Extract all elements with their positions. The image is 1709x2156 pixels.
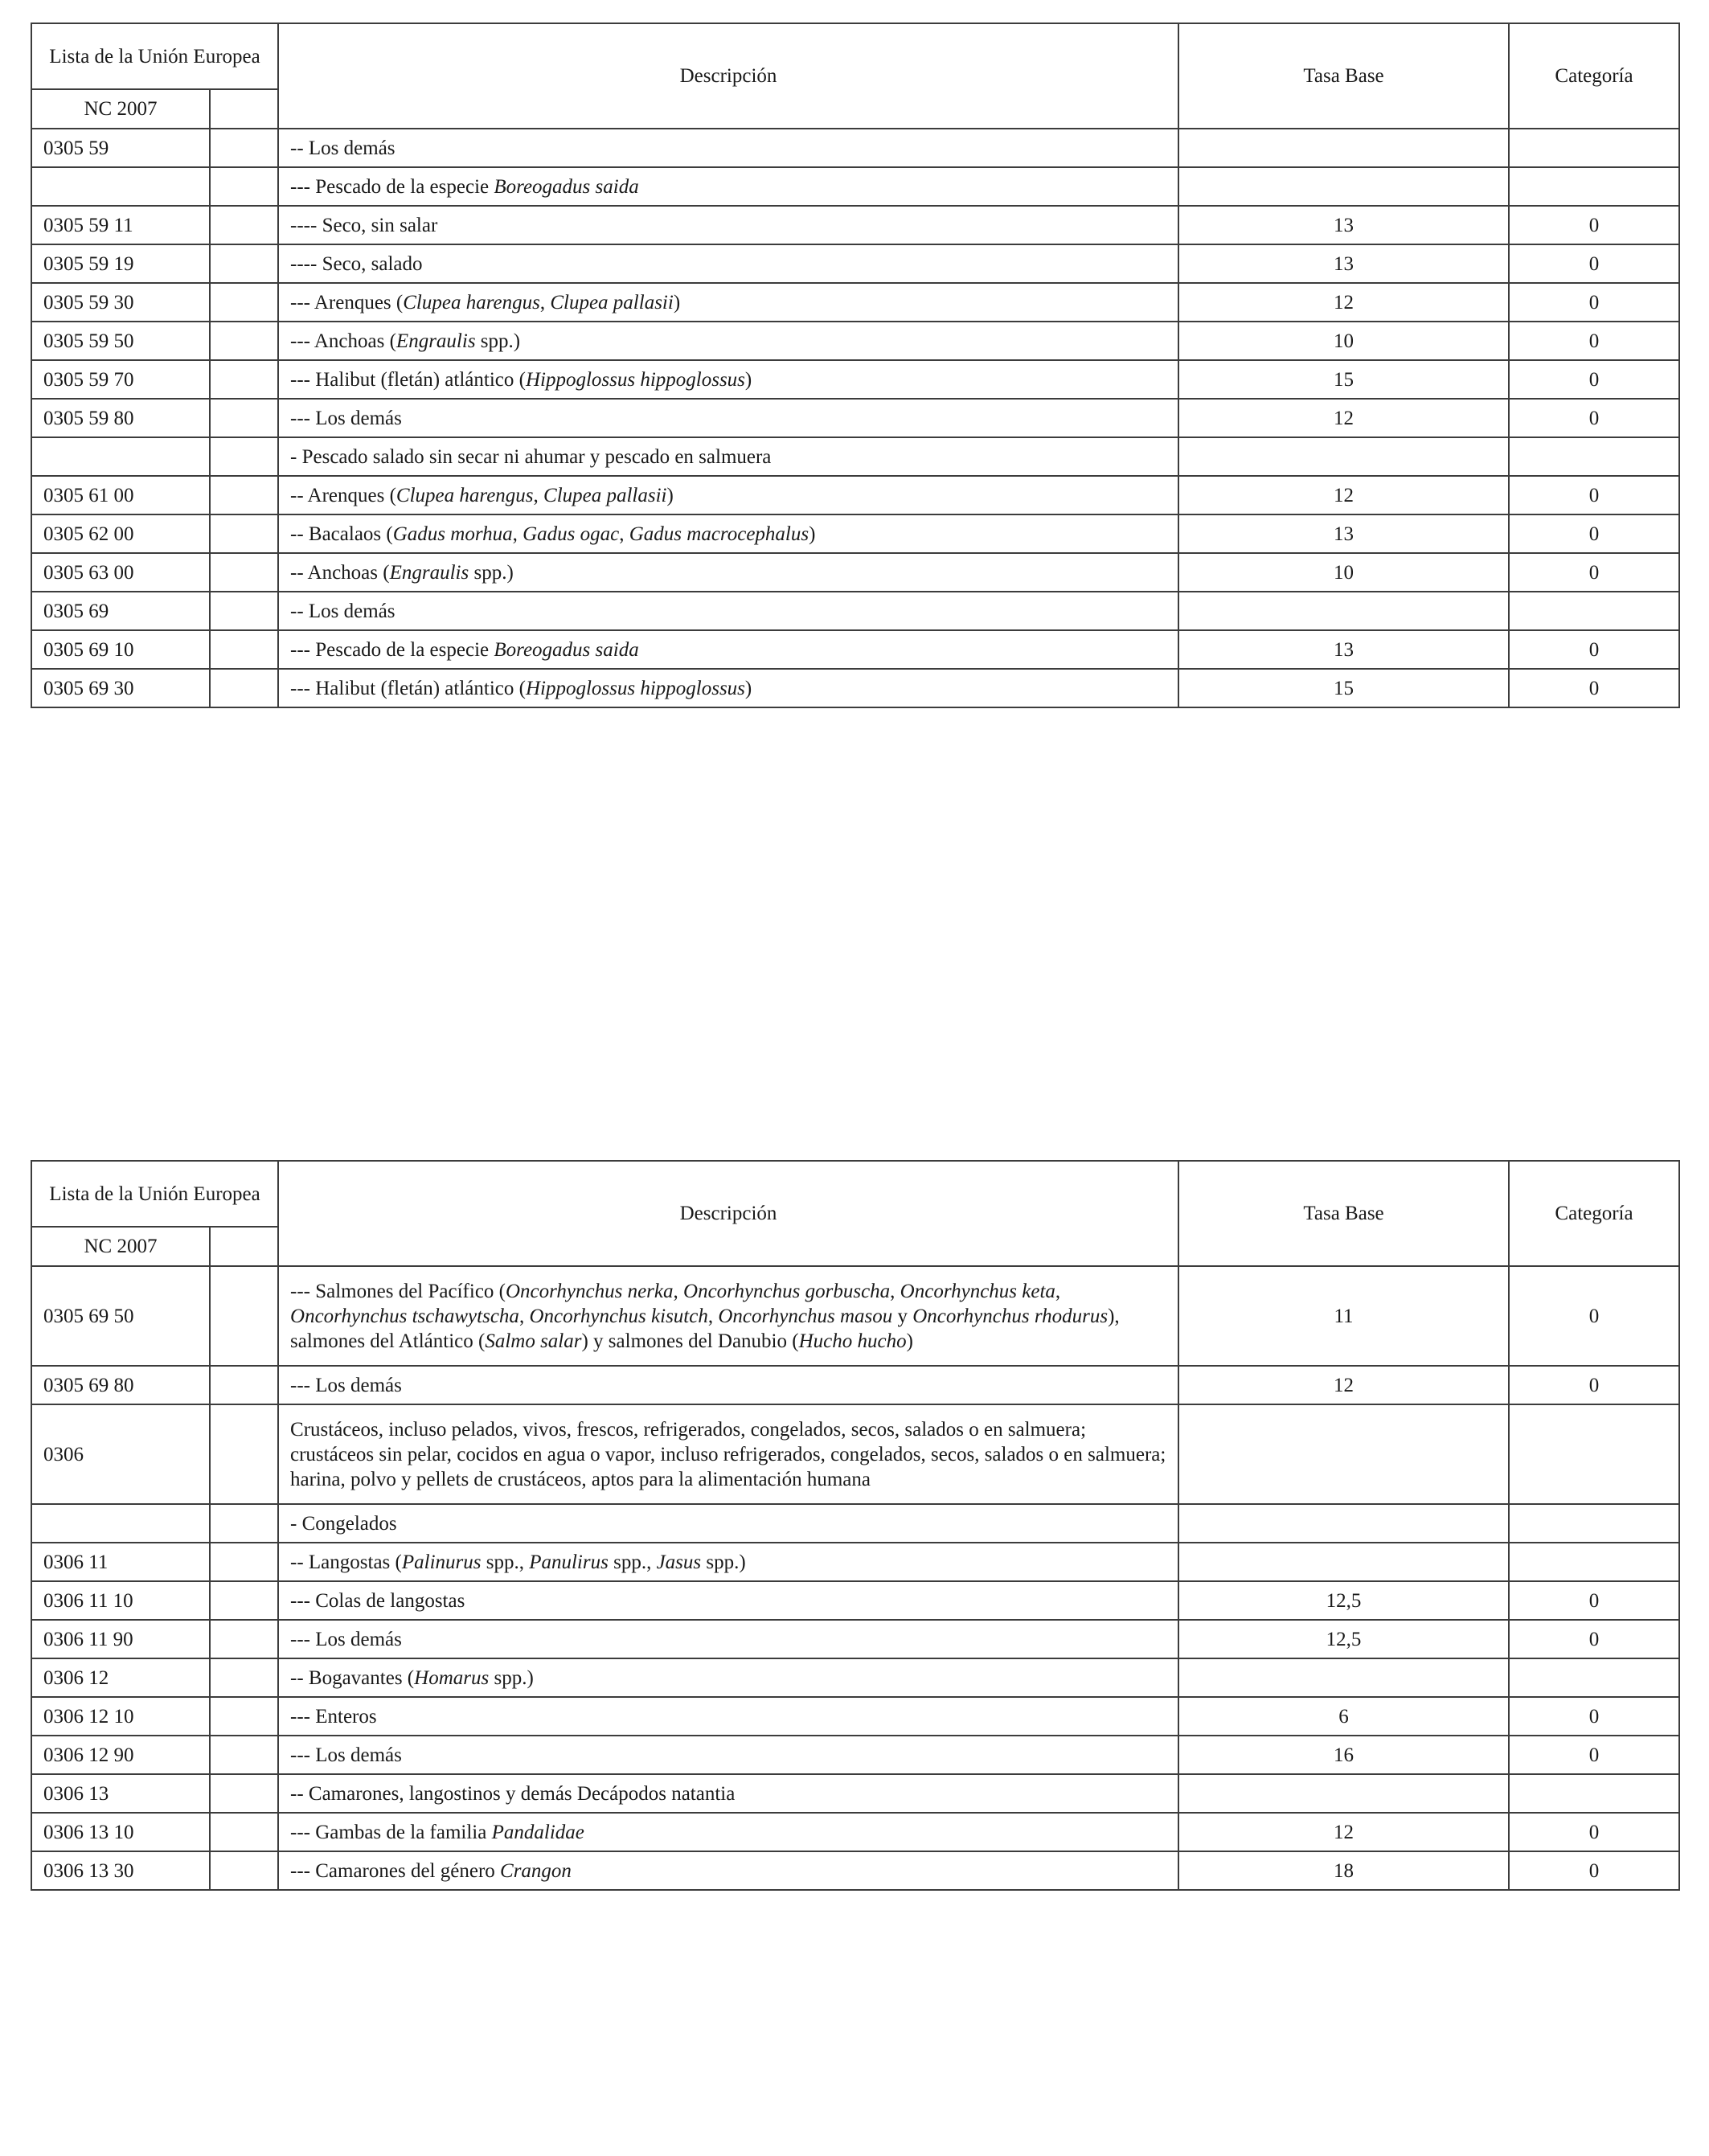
- eu-list-header: Lista de la Unión Europea: [31, 1161, 278, 1227]
- description-cell: [278, 283, 1178, 322]
- blank-cell: [210, 129, 278, 167]
- description-text: ,: [707, 1305, 719, 1327]
- category-cell: 0: [1509, 630, 1679, 669]
- table-1-body: [31, 23, 1679, 707]
- table-row: [31, 1366, 1679, 1404]
- description-text: ,: [890, 1280, 900, 1302]
- species-name: Engraulis: [395, 330, 476, 352]
- table-row: [31, 514, 1679, 553]
- description-text: ,: [518, 1305, 530, 1327]
- table-row: [31, 1658, 1679, 1697]
- base-rate-cell: 12: [1178, 1813, 1509, 1851]
- blank-cell: [210, 1736, 278, 1774]
- nc-code-cell: 0306 12 10: [31, 1697, 210, 1736]
- description-cell: [278, 1658, 1178, 1697]
- category-cell: 0: [1509, 206, 1679, 244]
- description-text: -- Anchoas (: [290, 561, 390, 584]
- description-cell: [278, 592, 1178, 630]
- description-text: ,: [539, 291, 551, 314]
- blank-cell: [210, 1266, 278, 1366]
- header-row: [31, 23, 1679, 89]
- table-row: [31, 1620, 1679, 1658]
- base-rate-cell: 15: [1178, 669, 1509, 707]
- table-row: [31, 167, 1679, 206]
- nc-code-cell: 0306 12 90: [31, 1736, 210, 1774]
- base-rate-cell: 12,5: [1178, 1581, 1509, 1620]
- description-text: --- Los demás: [290, 1374, 402, 1396]
- species-name: Oncorhynchus keta: [900, 1280, 1055, 1302]
- category-cell: 0: [1509, 669, 1679, 707]
- description-text: --- Pescado de la especie: [290, 175, 494, 198]
- base-rate-cell: 13: [1178, 514, 1509, 553]
- description-cell: [278, 1266, 1178, 1366]
- base-rate-cell: [1178, 1404, 1509, 1504]
- base-rate-cell: 6: [1178, 1697, 1509, 1736]
- category-cell: [1509, 1404, 1679, 1504]
- description-text: ): [666, 484, 674, 506]
- category-cell: [1509, 1543, 1679, 1581]
- base-rate-cell: [1178, 1543, 1509, 1581]
- blank-cell: [210, 437, 278, 476]
- species-name: Pandalidae: [491, 1821, 584, 1843]
- blank-cell: [210, 1581, 278, 1620]
- blank-cell: [210, 514, 278, 553]
- header-row: [31, 1161, 1679, 1227]
- description-cell: [278, 206, 1178, 244]
- base-rate-cell: [1178, 1504, 1509, 1543]
- description-cell: [278, 476, 1178, 514]
- table-row: [31, 360, 1679, 399]
- description-text: --- Arenques (: [290, 291, 404, 314]
- species-name: Clupea harengus: [395, 484, 534, 506]
- blank-cell: [210, 1404, 278, 1504]
- base-rate-cell: 16: [1178, 1736, 1509, 1774]
- description-cell: [278, 1697, 1178, 1736]
- category-cell: 0: [1509, 283, 1679, 322]
- nc-code-cell: 0305 59 11: [31, 206, 210, 244]
- description-text: --- Pescado de la especie: [290, 638, 494, 661]
- species-name: Salmo salar: [485, 1330, 582, 1352]
- description-text: ), salmones del Atlántico (: [290, 1305, 1120, 1352]
- description-cell: [278, 1620, 1178, 1658]
- category-cell: 0: [1509, 1620, 1679, 1658]
- blank-cell: [210, 1504, 278, 1543]
- description-text: -- Bacalaos (: [290, 523, 393, 545]
- blank-cell: [210, 476, 278, 514]
- table-row: [31, 1543, 1679, 1581]
- description-cell: [278, 1504, 1178, 1543]
- nc-code-header: NC 2007: [31, 1227, 210, 1266]
- species-name: Oncorhynchus nerka: [505, 1280, 674, 1302]
- category-header: Categoría: [1509, 23, 1679, 129]
- description-text: spp.,: [481, 1551, 530, 1573]
- base-rate-cell: [1178, 129, 1509, 167]
- description-text: --- Los demás: [290, 1744, 402, 1766]
- description-text: spp.): [475, 330, 521, 352]
- category-cell: [1509, 129, 1679, 167]
- blank-cell: [210, 630, 278, 669]
- description-header: Descripción: [278, 1161, 1178, 1266]
- species-name: Boreogadus saida: [494, 175, 639, 198]
- table-row: [31, 592, 1679, 630]
- base-rate-header: Tasa Base: [1178, 1161, 1509, 1266]
- category-cell: 0: [1509, 1697, 1679, 1736]
- blank-cell: [210, 1366, 278, 1404]
- blank-cell: [210, 1658, 278, 1697]
- table-row: [31, 1813, 1679, 1851]
- base-rate-cell: 13: [1178, 206, 1509, 244]
- category-cell: 0: [1509, 244, 1679, 283]
- nc-code-cell: 0305 63 00: [31, 553, 210, 592]
- nc-code-cell: 0305 59 50: [31, 322, 210, 360]
- description-text: ---- Seco, sin salar: [290, 214, 438, 236]
- table-row: [31, 630, 1679, 669]
- species-name: Clupea pallasii: [550, 291, 674, 314]
- base-rate-cell: 11: [1178, 1266, 1509, 1366]
- description-text: --- Colas de langostas: [290, 1589, 465, 1612]
- description-cell: [278, 514, 1178, 553]
- description-cell: [278, 322, 1178, 360]
- nc-code-cell: 0305 59 70: [31, 360, 210, 399]
- species-name: Hippoglossus hippoglossus: [525, 368, 745, 391]
- blank-cell: [210, 399, 278, 437]
- description-cell: [278, 1736, 1178, 1774]
- description-cell: [278, 167, 1178, 206]
- nc-code-cell: 0305 69 80: [31, 1366, 210, 1404]
- description-cell: [278, 1404, 1178, 1504]
- description-text: -- Los demás: [290, 600, 395, 622]
- species-name: Palinurus: [401, 1551, 482, 1573]
- category-cell: 0: [1509, 1581, 1679, 1620]
- description-cell: [278, 1543, 1178, 1581]
- nc-code-cell: 0305 59 80: [31, 399, 210, 437]
- base-rate-cell: 15: [1178, 360, 1509, 399]
- category-cell: 0: [1509, 1851, 1679, 1890]
- category-cell: 0: [1509, 1813, 1679, 1851]
- blank-cell: [210, 244, 278, 283]
- blank-cell: [210, 1774, 278, 1813]
- base-rate-cell: [1178, 1658, 1509, 1697]
- category-cell: 0: [1509, 514, 1679, 553]
- description-text: --- Salmones del Pacífico (: [290, 1280, 506, 1302]
- category-cell: [1509, 1504, 1679, 1543]
- description-text: - Congelados: [290, 1512, 397, 1535]
- category-cell: [1509, 437, 1679, 476]
- blank-cell: [210, 206, 278, 244]
- description-text: - Pescado salado sin secar ni ahumar y pescado en salmuera: [290, 445, 772, 468]
- category-cell: 0: [1509, 322, 1679, 360]
- species-name: Homarus: [414, 1666, 490, 1689]
- base-rate-cell: 12: [1178, 1366, 1509, 1404]
- nc-code-cell: 0306: [31, 1404, 210, 1504]
- nc-code-cell: 0305 59 30: [31, 283, 210, 322]
- table-row: [31, 437, 1679, 476]
- nc-code-cell: 0305 69: [31, 592, 210, 630]
- nc-code-cell: [31, 1504, 210, 1543]
- nc-code-cell: 0305 59: [31, 129, 210, 167]
- nc-code-cell: 0306 11: [31, 1543, 210, 1581]
- base-rate-cell: 12: [1178, 476, 1509, 514]
- description-text: --- Halibut (fletán) atlántico (: [290, 368, 526, 391]
- description-cell: [278, 1366, 1178, 1404]
- species-name: Clupea harengus: [403, 291, 540, 314]
- species-name: Boreogadus saida: [494, 638, 639, 661]
- description-text: spp.): [489, 1666, 534, 1689]
- description-text: -- Langostas (: [290, 1551, 402, 1573]
- description-text: ---- Seco, salado: [290, 252, 423, 275]
- eu-list-header: Lista de la Unión Europea: [31, 23, 278, 89]
- nc-code-cell: 0306 13: [31, 1774, 210, 1813]
- blank-cell: [210, 669, 278, 707]
- base-rate-cell: 18: [1178, 1851, 1509, 1890]
- species-name: Oncorhynchus tschawytscha: [290, 1305, 519, 1327]
- species-name: Clupea pallasii: [543, 484, 667, 506]
- nc-code-cell: 0306 11 10: [31, 1581, 210, 1620]
- description-text: ) y salmones del Danubio (: [581, 1330, 799, 1352]
- category-cell: 0: [1509, 553, 1679, 592]
- table-row: [31, 553, 1679, 592]
- blank-cell: [210, 1543, 278, 1581]
- description-cell: [278, 553, 1178, 592]
- description-text: --- Los demás: [290, 1628, 402, 1650]
- description-text: Crustáceos, incluso pelados, vivos, frescos, refrigerados, congelados, secos, salados o en salmuera; crustáceos sin pelar, cocidos en agua o vapor, incluso refrigerados, congelados, secos, salados o en salmuera; harina, polvo y pellets de crustáceos, aptos para la alimentación humana: [290, 1418, 1166, 1490]
- species-name: Hucho hucho: [798, 1330, 907, 1352]
- blank-cell: [210, 360, 278, 399]
- description-cell: [278, 399, 1178, 437]
- base-rate-cell: 10: [1178, 553, 1509, 592]
- description-text: spp.): [469, 561, 514, 584]
- species-name: Panulirus: [529, 1551, 609, 1573]
- empty-header-cell: [210, 1227, 278, 1266]
- blank-cell: [210, 283, 278, 322]
- description-cell: [278, 244, 1178, 283]
- base-rate-cell: 10: [1178, 322, 1509, 360]
- table-row: [31, 1851, 1679, 1890]
- species-name: Gadus macrocephalus: [629, 523, 809, 545]
- description-text: --- Halibut (fletán) atlántico (: [290, 677, 526, 699]
- description-text: y: [892, 1305, 913, 1327]
- category-cell: 0: [1509, 1736, 1679, 1774]
- base-rate-cell: 13: [1178, 244, 1509, 283]
- table-row: [31, 1266, 1679, 1366]
- description-text: -- Bogavantes (: [290, 1666, 415, 1689]
- description-cell: [278, 129, 1178, 167]
- description-cell: [278, 630, 1178, 669]
- description-text: --- Los demás: [290, 407, 402, 429]
- description-text: --- Anchoas (: [290, 330, 396, 352]
- category-cell: [1509, 592, 1679, 630]
- category-cell: 0: [1509, 476, 1679, 514]
- tariff-table-1: [31, 23, 1680, 708]
- species-name: Oncorhynchus masou: [718, 1305, 893, 1327]
- species-name: Oncorhynchus gorbuscha: [683, 1280, 891, 1302]
- table-row: [31, 283, 1679, 322]
- base-rate-cell: [1178, 1774, 1509, 1813]
- base-rate-header: Tasa Base: [1178, 23, 1509, 129]
- blank-cell: [210, 1697, 278, 1736]
- base-rate-cell: [1178, 167, 1509, 206]
- description-text: ): [906, 1330, 913, 1352]
- category-cell: 0: [1509, 1266, 1679, 1366]
- description-text: ): [673, 291, 681, 314]
- description-text: -- Los demás: [290, 137, 395, 159]
- table-row: [31, 1697, 1679, 1736]
- nc-code-header: NC 2007: [31, 89, 210, 129]
- blank-cell: [210, 1620, 278, 1658]
- tariff-table-2: [31, 1160, 1680, 1891]
- description-text: ): [744, 677, 752, 699]
- description-text: ,: [1055, 1280, 1061, 1302]
- base-rate-cell: 13: [1178, 630, 1509, 669]
- nc-code-cell: 0305 61 00: [31, 476, 210, 514]
- table-row: [31, 244, 1679, 283]
- description-text: --- Camarones del género: [290, 1859, 501, 1882]
- nc-code-cell: 0305 69 10: [31, 630, 210, 669]
- category-cell: 0: [1509, 360, 1679, 399]
- category-cell: 0: [1509, 1366, 1679, 1404]
- nc-code-cell: 0306 13 30: [31, 1851, 210, 1890]
- description-text: --- Gambas de la familia: [290, 1821, 492, 1843]
- blank-cell: [210, 553, 278, 592]
- description-cell: [278, 1813, 1178, 1851]
- species-name: Oncorhynchus rhodurus: [912, 1305, 1109, 1327]
- nc-code-cell: 0305 69 50: [31, 1266, 210, 1366]
- table-row: [31, 1504, 1679, 1543]
- species-name: Crangon: [500, 1859, 572, 1882]
- nc-code-cell: 0305 69 30: [31, 669, 210, 707]
- description-text: --- Enteros: [290, 1705, 377, 1728]
- table-row: [31, 1736, 1679, 1774]
- blank-cell: [210, 1851, 278, 1890]
- species-name: Hippoglossus hippoglossus: [525, 677, 745, 699]
- description-text: spp.): [701, 1551, 746, 1573]
- species-name: Engraulis: [389, 561, 469, 584]
- description-text: ,: [619, 523, 629, 545]
- category-cell: [1509, 1774, 1679, 1813]
- table-row: [31, 1581, 1679, 1620]
- description-text: ,: [512, 523, 523, 545]
- species-name: Jasus: [656, 1551, 702, 1573]
- blank-cell: [210, 322, 278, 360]
- nc-code-cell: 0305 62 00: [31, 514, 210, 553]
- description-cell: [278, 360, 1178, 399]
- table-2-body: [31, 1161, 1679, 1890]
- table-row: [31, 206, 1679, 244]
- description-cell: [278, 1581, 1178, 1620]
- category-cell: 0: [1509, 399, 1679, 437]
- table-row: [31, 322, 1679, 360]
- species-name: Oncorhynchus kisutch: [529, 1305, 708, 1327]
- blank-cell: [210, 592, 278, 630]
- base-rate-cell: 12: [1178, 283, 1509, 322]
- table-row: [31, 1404, 1679, 1504]
- description-text: -- Camarones, langostinos y demás Decápodos natantia: [290, 1782, 736, 1805]
- nc-code-cell: [31, 437, 210, 476]
- nc-code-cell: [31, 167, 210, 206]
- description-text: ,: [673, 1280, 684, 1302]
- table-row: [31, 399, 1679, 437]
- base-rate-cell: [1178, 592, 1509, 630]
- nc-code-cell: 0306 12: [31, 1658, 210, 1697]
- description-text: spp.,: [608, 1551, 657, 1573]
- blank-cell: [210, 1813, 278, 1851]
- nc-code-cell: 0305 59 19: [31, 244, 210, 283]
- category-header: Categoría: [1509, 1161, 1679, 1266]
- base-rate-cell: [1178, 437, 1509, 476]
- table-row: [31, 476, 1679, 514]
- category-cell: [1509, 167, 1679, 206]
- base-rate-cell: 12,5: [1178, 1620, 1509, 1658]
- description-text: ): [744, 368, 752, 391]
- description-cell: [278, 437, 1178, 476]
- description-cell: [278, 669, 1178, 707]
- empty-header-cell: [210, 89, 278, 129]
- description-text: ,: [533, 484, 544, 506]
- description-header: Descripción: [278, 23, 1178, 129]
- nc-code-cell: 0306 13 10: [31, 1813, 210, 1851]
- blank-cell: [210, 167, 278, 206]
- description-cell: [278, 1774, 1178, 1813]
- species-name: Gadus ogac: [523, 523, 620, 545]
- table-row: [31, 1774, 1679, 1813]
- base-rate-cell: 12: [1178, 399, 1509, 437]
- description-cell: [278, 1851, 1178, 1890]
- species-name: Gadus morhua: [392, 523, 513, 545]
- category-cell: [1509, 1658, 1679, 1697]
- nc-code-cell: 0306 11 90: [31, 1620, 210, 1658]
- description-text: ): [809, 523, 816, 545]
- table-row: [31, 669, 1679, 707]
- table-row: [31, 129, 1679, 167]
- description-text: -- Arenques (: [290, 484, 396, 506]
